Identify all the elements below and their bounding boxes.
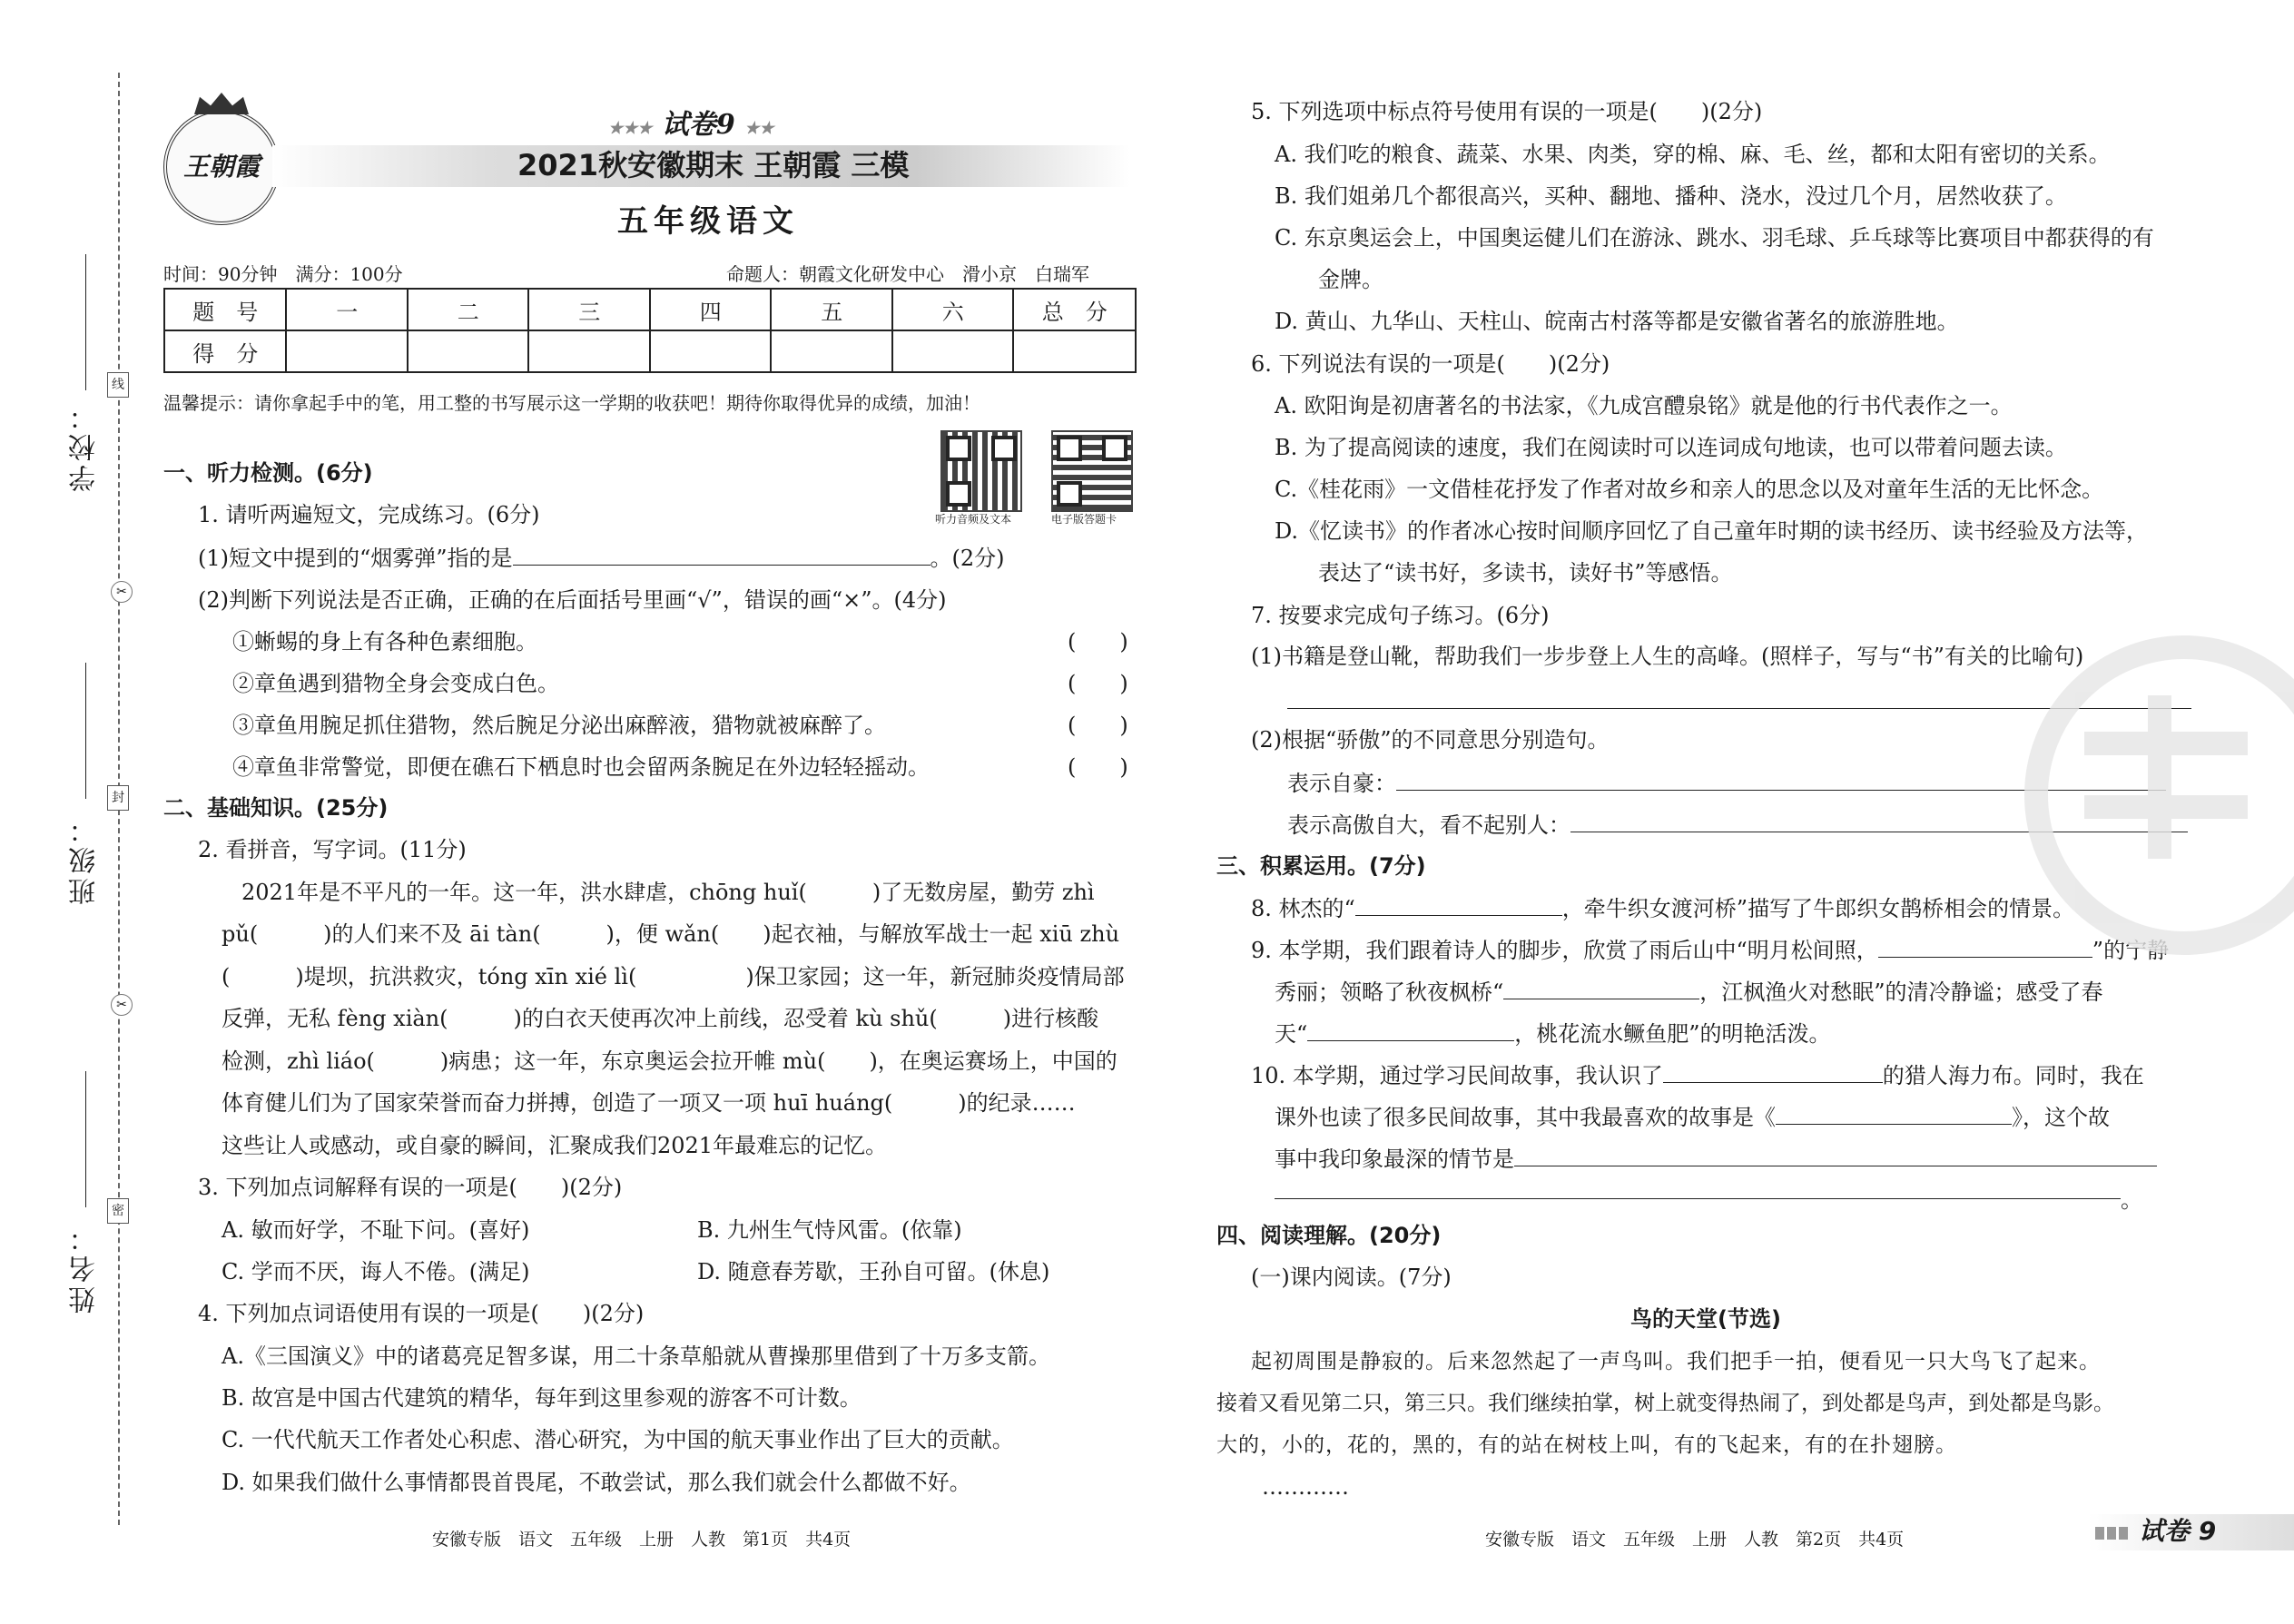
q7-stem: 7. 按要求完成句子练习。(6分) [1251, 603, 1550, 628]
name-field-line[interactable] [85, 1071, 86, 1207]
q10-text-4: 》，这个故 [2012, 1105, 2110, 1130]
score-input[interactable] [892, 330, 1014, 372]
q8-text: 8. 林杰的“ [1251, 896, 1355, 921]
q9-text: 9. 本学期，我们跟着诗人的脚步，欣赏了雨后山中“明月松间照， [1251, 938, 1878, 963]
qr-code-audio[interactable] [940, 430, 1022, 512]
score-input[interactable] [771, 330, 892, 372]
q10-line3 [1275, 1144, 2157, 1174]
score-input[interactable] [528, 330, 650, 372]
judge-item: ①蜥蜴的身上有各种色素细胞。 [232, 629, 537, 655]
q4-stem: 4. 下列加点词语使用有误的一项是( )(2分) [198, 1301, 645, 1326]
side-mark-feng: 封 [107, 785, 129, 811]
q6-option-c[interactable]: C.《桂花雨》一文借桂花抒发了作者对故乡和亲人的思念以及对童年生活的无比怀念。 [1275, 477, 2104, 502]
q8 [1251, 893, 2074, 923]
qr-finder-icon [1057, 481, 1082, 507]
logo-crown-icon [194, 93, 249, 114]
score-cell: 一 [286, 289, 408, 330]
score-table [163, 288, 1137, 373]
passage-line: 接着又看见第二只，第三只。我们继续拍掌，树上就变得热闹了，到处都是鸟声，到处都是鸟影。 [1216, 1392, 2114, 1415]
binding-margin [54, 73, 136, 1543]
q9-line3 [1275, 1019, 1831, 1048]
q2-stem: 2. 看拼音，写字词。(11分) [198, 837, 467, 862]
logo-text: 王朝霞 [182, 152, 260, 182]
q9-answer-blank-2[interactable] [1503, 977, 1699, 999]
score-input[interactable] [650, 330, 772, 372]
q1-1 [198, 543, 1005, 573]
section-4-title: 四、阅读理解。(20分) [1216, 1223, 1442, 1248]
subsection-1: (一)课内阅读。(7分) [1251, 1265, 1452, 1290]
score-cell: 二 [408, 289, 529, 330]
q4-option-a[interactable]: A.《三国演义》中的诸葛亮足智多谋，用二十条草船就从曹操那里借到了十万多支箭。 [222, 1343, 1050, 1369]
q10-answer-blank-3[interactable] [1514, 1144, 2157, 1166]
passage-line: 起初周围是静寂的。后来忽然起了一声鸟叫。我们把手一拍，便看见一只大鸟飞了起来。 [1251, 1350, 2101, 1373]
q7-2b-label: 表示高傲自大，看不起别人： [1287, 812, 1570, 838]
q3-option-d[interactable]: D. 随意春芳歇，王孙自可留。(休息) [697, 1259, 1050, 1284]
q3-option-b[interactable]: B. 九州生气恃风雷。(依靠) [697, 1217, 962, 1243]
score-cell: 三 [528, 289, 650, 330]
q5-option-a[interactable]: A. 我们吃的粮食、蔬菜、水果、肉类，穿的棉、麻、毛、丝，都和太阳有密切的关系。 [1275, 142, 2111, 167]
score-cell: 六 [892, 289, 1014, 330]
q1-1-answer-blank[interactable] [513, 543, 930, 566]
q2-line: 2021年是不平凡的一年。这一年，洪水肆虐，chōng huǐ( )了无数房屋，勤劳 zhì [198, 880, 1095, 905]
judge-bracket[interactable]: ( ) [1068, 713, 1128, 738]
school-label: 学校： [69, 399, 101, 492]
q6-stem: 6. 下列说法有误的一项是( )(2分) [1251, 351, 1610, 377]
judge-bracket[interactable]: ( ) [1068, 671, 1128, 696]
q4-option-c[interactable]: C. 一代代航天工作者处心积虑、潜心研究，为中国的航天事业作出了巨大的贡献。 [222, 1427, 1014, 1452]
q7-1: (1)书籍是登山靴，帮助我们一步步登上人生的高峰。(照样子，写与“书”有关的比喻句) [1251, 644, 2084, 669]
passage-title: 鸟的天堂(节选) [1630, 1306, 1781, 1332]
scissor-icon: ✂ [111, 994, 133, 1016]
corner-tag-text: 试卷 9 [2139, 1516, 2217, 1546]
q10-answer-blank-1[interactable] [1663, 1060, 1883, 1083]
scissor-icon: ✂ [111, 581, 133, 603]
q9-text-4: ，江枫渔火对愁眠”的清冷静谧；感受了春 [1699, 979, 2103, 1005]
q3-option-c[interactable]: C. 学而不厌，诲人不倦。(满足) [222, 1259, 530, 1284]
q3-option-a[interactable]: A. 敏而好学，不耻下问。(喜好) [222, 1217, 530, 1243]
name-label: 姓名： [69, 1221, 101, 1314]
q9-answer-blank-1[interactable] [1878, 935, 2092, 958]
q10-line2 [1275, 1102, 2110, 1132]
score-cell: 总 分 [1013, 289, 1136, 330]
q9-line1 [1251, 935, 2169, 965]
score-cell: 题 号 [164, 289, 286, 330]
subject-title: 五年级语文 [617, 203, 799, 240]
judge-item: ②章鱼遇到猎物全身会变成白色。 [232, 671, 559, 696]
q4-option-b[interactable]: B. 故宫是中国古代建筑的精华，每年到这里参观的游客不可计数。 [222, 1385, 861, 1411]
qr-finder-icon [1057, 436, 1082, 461]
section-3-title: 三、积累运用。(7分) [1216, 853, 1426, 879]
score-input[interactable] [408, 330, 529, 372]
q10-line1 [1251, 1060, 2144, 1090]
q1-stem: 1. 请听两遍短文，完成练习。(6分) [198, 502, 540, 527]
q4-option-d[interactable]: D. 如果我们做什么事情都畏首畏尾，不敢尝试，那么我们就会什么都做不好。 [222, 1470, 971, 1495]
q10-text-5: 事中我印象最深的情节是 [1275, 1147, 1514, 1172]
q9-text-2: ”的宁静 [2092, 938, 2170, 963]
q2-line: ( )堤坝，抗洪救灾，tóng xīn xié lì( )保卫家园；这一年，新冠肺炎疫情局部 [222, 964, 1125, 989]
section-1-title: 一、听力检测。(6分) [163, 460, 373, 486]
logo [163, 109, 280, 225]
authors-info: 命题人：朝霞文化研发中心 滑小京 白瑞军 [726, 263, 1089, 285]
score-input[interactable] [286, 330, 408, 372]
side-mark-mi: 密 [107, 1198, 129, 1224]
score-input-row [164, 330, 1136, 372]
score-label: 得 分 [164, 330, 286, 372]
q2-line: 体育健儿们为了国家荣誉而奋力拼搏，创造了一项又一项 huī huáng( )的纪录…… [222, 1090, 1076, 1116]
q7-2a-label: 表示自豪： [1287, 771, 1396, 796]
q10-text-2: 的猎人海力布。同时，我在 [1882, 1063, 2144, 1088]
watermark-glyph [2084, 695, 2248, 859]
qr-caption-audio: 听力音频及文本 [935, 513, 1012, 526]
q9-text-3: 秀丽；领略了秋夜枫桥“ [1275, 979, 1504, 1005]
qr-finder-icon [991, 436, 1017, 461]
judge-bracket[interactable]: ( ) [1068, 629, 1128, 655]
q1-2: (2)判断下列说法是否正确，正确的在后面括号里画“√”，错误的画“×”。(4分) [198, 587, 947, 613]
class-label: 班级： [69, 812, 101, 905]
passage-line: ………… [1262, 1474, 1349, 1500]
q1-1-score: 。(2分) [930, 546, 1005, 571]
q5-option-c[interactable]: C. 东京奥运会上，中国奥运健儿们在游泳、跳水、羽毛球、乒乓球等比赛项目中都获得的有 [1275, 225, 2154, 251]
corner-tag [2088, 1514, 2294, 1550]
q1-1-text: (1)短文中提到的“烟雾弹”指的是 [198, 546, 513, 571]
score-cell: 四 [650, 289, 772, 330]
q7-2: (2)根据“骄傲”的不同意思分别造句。 [1251, 727, 1610, 753]
qr-finder-icon [946, 436, 971, 461]
q10-answer-blank-2[interactable] [1776, 1102, 2012, 1125]
q6-option-a[interactable]: A. 欧阳询是初唐著名的书法家，《九成宫醴泉铭》就是他的行书代表作之一。 [1275, 393, 2013, 418]
q9-answer-blank-3[interactable] [1307, 1019, 1514, 1041]
section-2-title: 二、基础知识。(25分) [163, 795, 389, 821]
series-text: 试卷9 [661, 109, 735, 141]
q5-option-d[interactable]: D. 黄山、九华山、天柱山、皖南古村落等都是安徽省著名的旅游胜地。 [1275, 309, 1959, 334]
q2-line: 这些让人或感动，或自豪的瞬间，汇聚成我们2021年最难忘的记忆。 [222, 1133, 888, 1158]
q2-line: pǔ( )的人们来不及 āi tàn( )，便 wǎn( )起衣袖，与解放军战士一起 xiū zhù [222, 921, 1120, 947]
star-icon: ★★★ [608, 119, 653, 138]
school-field-line [85, 254, 86, 390]
qr-code-answer[interactable] [1051, 430, 1133, 512]
q8-text-2: ，牵牛织女渡河桥”描写了牛郎织女鹊桥相会的情景。 [1561, 896, 2075, 921]
warm-tip: 温馨提示：请你拿起手中的笔，用工整的书写展示这一学期的收获吧！期待你取得优异的成绩，加油！ [163, 392, 980, 414]
corner-squares-icon [2095, 1527, 2128, 1540]
q9-text-6: ，桃花流水鳜鱼肥”的明艳活泼。 [1514, 1021, 1831, 1047]
exam-title: 2021秋安徽期末 王朝霞 三模 [517, 148, 910, 182]
score-header-row [164, 289, 1136, 330]
side-mark-xian: 线 [107, 372, 129, 398]
q10-text: 10. 本学期，通过学习民间故事，我认识了 [1251, 1063, 1663, 1088]
q3-stem: 3. 下列加点词解释有误的一项是( )(2分) [198, 1175, 623, 1200]
series-label [608, 111, 773, 143]
class-field-line[interactable] [85, 663, 86, 799]
right-footer: 安徽专版 语文 五年级 上册 人教 第2页 共4页 [1485, 1530, 1905, 1550]
q9-text-5: 天“ [1275, 1021, 1308, 1047]
qr-finder-icon [946, 481, 971, 507]
passage-line: 大的，小的，花的，黑的，有的站在树枝上叫，有的飞起来，有的在扑翅膀。 [1216, 1433, 1957, 1457]
q5-stem: 5. 下列选项中标点符号使用有误的一项是( )(2分) [1251, 99, 1763, 124]
star-icon: ★★ [744, 119, 774, 138]
judge-item: ④章鱼非常警觉，即便在礁石下栖息时也会留两条腕足在外边轻轻摇动。 [232, 754, 930, 780]
q6-option-b[interactable]: B. 为了提高阅读的速度，我们在阅读时可以连词成句地读，也可以带着问题去读。 [1275, 435, 2067, 460]
q10-answer-line-4[interactable] [1275, 1198, 2121, 1199]
q5-option-b[interactable]: B. 我们姐弟几个都很高兴，买种、翻地、播种、浇水，没过几个月，居然收获了。 [1275, 183, 2067, 209]
time-info: 时间：90分钟 满分：100分 [163, 263, 403, 285]
score-input[interactable] [1013, 330, 1136, 372]
qr-finder-icon [1102, 436, 1127, 461]
q9-line2 [1275, 977, 2103, 1007]
q10-text-3: 课外也读了很多民间故事，其中我最喜欢的故事是《 [1275, 1105, 1776, 1130]
left-footer: 安徽专版 语文 五年级 上册 人教 第1页 共4页 [432, 1530, 852, 1550]
q5-option-c-cont: 金牌。 [1275, 267, 1383, 292]
q2-line: 反弹，无私 fèng xiàn( )的白衣天使再次冲上前线，忍受着 kù shǔ( )进行核酸 [222, 1006, 1099, 1031]
q8-answer-blank[interactable] [1355, 893, 1562, 916]
qr-caption-answer: 电子版答题卡 [1051, 513, 1117, 526]
q2-line: 检测，zhì liáo( )病患；这一年，东京奥运会拉开帷 mù( )，在奥运赛场上，中国的 [222, 1048, 1117, 1074]
q6-option-d-cont: 表达了“读书好，多读书，读好书”等感悟。 [1275, 560, 1733, 586]
q6-option-d[interactable]: D.《忆读书》的作者冰心按时间顺序回忆了自己童年时期的读书经历、读书经验及方法等， [1275, 518, 2149, 544]
score-cell: 五 [771, 289, 892, 330]
judge-item: ③章鱼用腕足抓住猎物，然后腕足分泌出麻醉液，猎物就被麻醉了。 [232, 713, 886, 738]
judge-bracket[interactable]: ( ) [1068, 754, 1128, 780]
q10-end: 。 [2121, 1187, 2142, 1213]
